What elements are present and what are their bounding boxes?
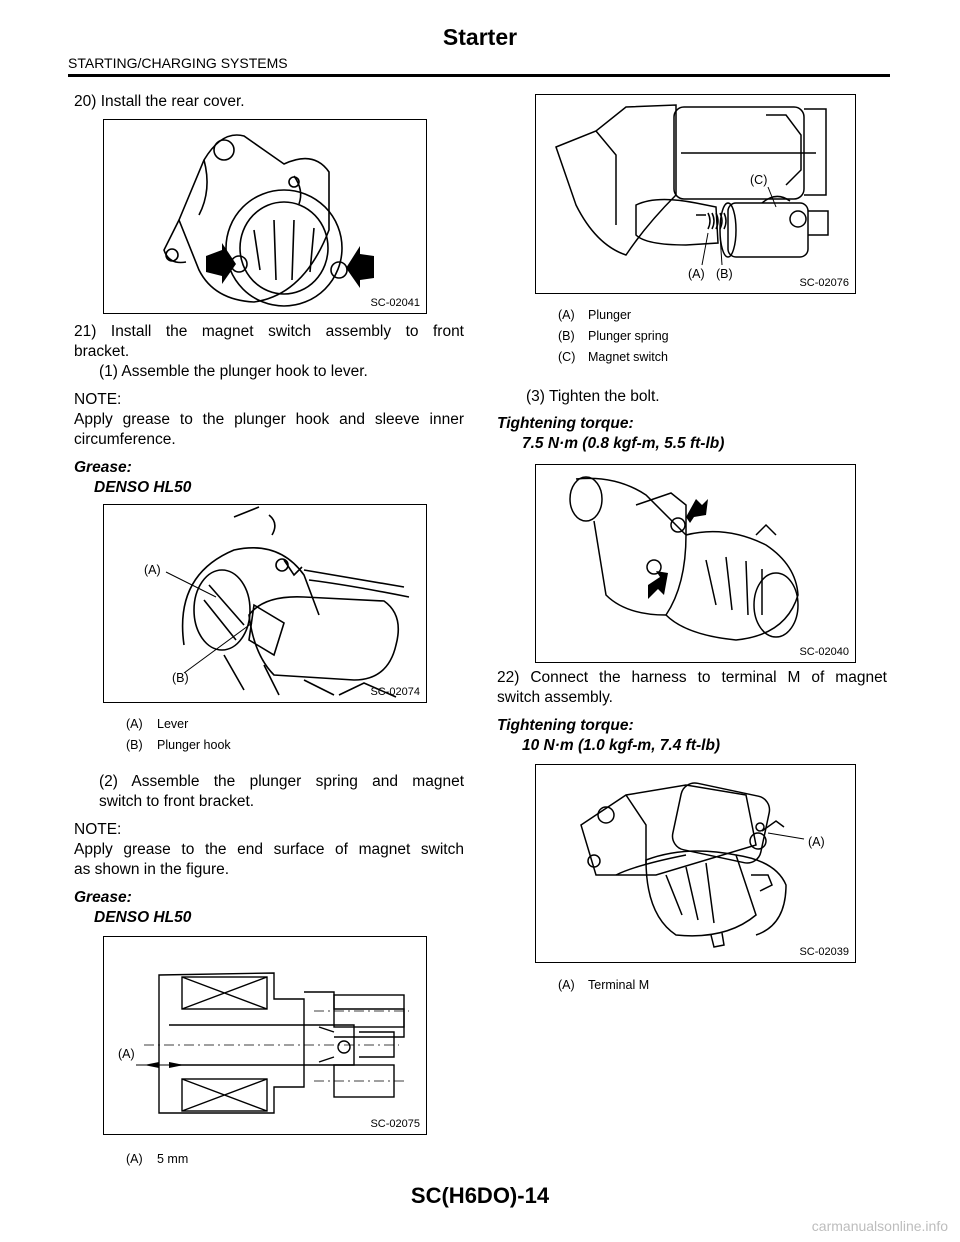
legend-key: (B) (558, 329, 575, 343)
step-22-line2: switch assembly. (497, 689, 613, 706)
note-text-line2: as shown in the figure. (74, 861, 230, 878)
legend-key: (A) (126, 717, 143, 731)
starter-terminal-illustration (536, 765, 855, 962)
torque-heading: Tightening torque: (497, 415, 634, 432)
figure-terminal-m (535, 764, 856, 963)
legend-text: Plunger spring (588, 329, 669, 343)
legend-text: Plunger hook (157, 738, 231, 752)
arrow-icon (206, 243, 374, 288)
figure-code: SC-02040 (799, 646, 849, 658)
step-21-sub3: (3) Tighten the bolt. (526, 388, 660, 405)
legend-text: 5 mm (157, 1152, 189, 1166)
leader-line (702, 233, 708, 265)
section-title: STARTING/CHARGING SYSTEMS (68, 55, 288, 71)
legend-text: Plunger (588, 308, 632, 322)
callout-a: (A) (808, 835, 825, 849)
note-heading: NOTE: (74, 391, 122, 408)
starter-rear-cover-illustration (104, 120, 426, 313)
figure-tighten-bolt (535, 464, 856, 663)
note-text-line1: Apply grease to the end surface of magnet switch (74, 841, 464, 858)
magnet-switch-section-illustration (104, 937, 426, 1134)
step-21-sub2-line2: switch to front bracket. (99, 793, 255, 810)
figure-code: SC-02076 (799, 277, 849, 289)
starter-plunger-spring-illustration (536, 95, 855, 293)
callout-b: (B) (172, 671, 189, 685)
legend-key: (A) (558, 978, 575, 992)
grease-value: DENSO HL50 (94, 479, 192, 496)
note-heading: NOTE: (74, 821, 122, 838)
arrow-icon (648, 499, 708, 599)
starter-bolt-illustration (536, 465, 855, 662)
step-20: 20) Install the rear cover. (74, 93, 245, 110)
note-text-line2: circumference. (74, 431, 176, 448)
figure-plunger-hook (103, 504, 427, 703)
note-text-line1: Apply grease to the plunger hook and sleeve inner (74, 411, 464, 428)
grease-value: DENSO HL50 (94, 909, 192, 926)
torque-value: 10 N·m (1.0 kgf-m, 7.4 ft-lb) (522, 737, 721, 754)
callout-a: (A) (118, 1047, 135, 1061)
figure-plunger-spring (535, 94, 856, 294)
step-21-sub2-line1: (2) Assemble the plunger spring and magnet (99, 773, 464, 790)
callout-c: (C) (750, 173, 768, 187)
grease-heading: Grease: (74, 889, 132, 906)
step-22-line1: 22) Connect the harness to terminal M of magnet (497, 669, 887, 686)
step-21-line2: bracket. (74, 343, 130, 360)
figure-code: SC-02075 (370, 1118, 420, 1130)
legend-text: Lever (157, 717, 189, 731)
callout-a: (A) (688, 267, 705, 281)
legend-text: Magnet switch (588, 350, 668, 364)
step-21-sub1: (1) Assemble the plunger hook to lever. (99, 363, 368, 380)
header-rule (68, 74, 890, 77)
torque-value: 7.5 N·m (0.8 kgf-m, 5.5 ft-lb) (522, 435, 725, 452)
plunger-hook-illustration (104, 505, 426, 702)
page-number: SC(H6DO)-14 (410, 1183, 550, 1208)
step-21-line1: 21) Install the magnet switch assembly to front (74, 323, 464, 340)
grease-heading: Grease: (74, 459, 132, 476)
figure-code: SC-02074 (370, 686, 420, 698)
page-title: Starter (442, 24, 518, 50)
torque-heading: Tightening torque: (497, 717, 634, 734)
legend-key: (C) (558, 350, 576, 364)
callout-b: (B) (716, 267, 733, 281)
leader-line (768, 833, 804, 839)
figure-magnet-switch-section (103, 936, 427, 1135)
legend-key: (B) (126, 738, 143, 752)
leader-line (184, 623, 252, 673)
legend-key: (A) (558, 308, 575, 322)
legend-key: (A) (126, 1152, 143, 1166)
figure-code: SC-02041 (370, 297, 420, 309)
legend-text: Terminal M (588, 978, 650, 992)
watermark: carmanualsonline.info (811, 1218, 948, 1234)
figure-rear-cover (103, 119, 427, 314)
figure-code: SC-02039 (799, 946, 849, 958)
callout-a: (A) (144, 563, 161, 577)
